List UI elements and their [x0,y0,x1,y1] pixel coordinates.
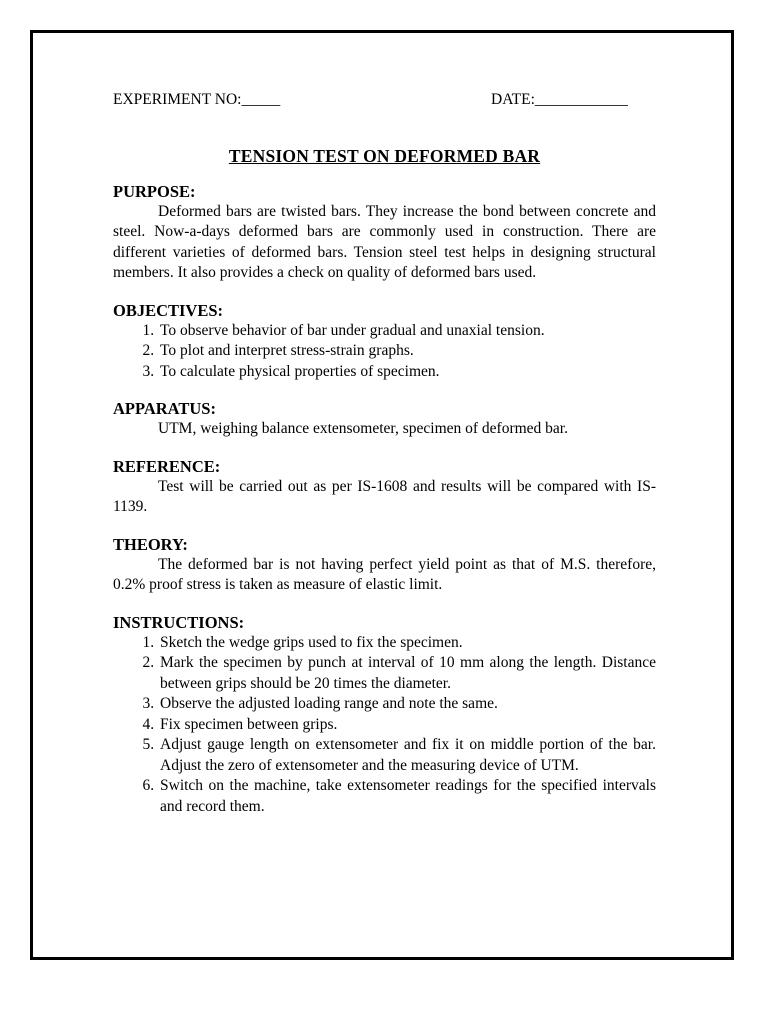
apparatus-text: UTM, weighing balance extensometer, specimen of deformed bar. [158,420,568,437]
list-item: 3. To calculate physical properties of specimen. [158,362,656,383]
list-item: 2. Mark the specimen by punch at interval of 10 mm along the length. Distance between grips should be 20 times the diameter. [158,653,656,694]
apparatus-heading: APPARATUS: [113,399,216,418]
reference-heading: REFERENCE: [113,456,221,476]
list-item: 3. Observe the adjusted loading range and note the same. [158,694,656,715]
theory-text: The deformed bar is not having perfect yield point as that of M.S. therefore, 0.2% proof stress is taken as measure of elastic limit. [113,555,656,593]
objectives-list [113,321,656,383]
list-item: 2. To plot and interpret stress-strain graphs. [158,341,656,362]
header-row [113,88,656,110]
instructions-list [113,633,656,818]
list-item: 4. Fix specimen between grips. [158,715,656,736]
purpose-heading: PURPOSE: [113,181,196,201]
instructions-heading: INSTRUCTIONS: [113,612,245,632]
theory-heading: THEORY: [113,534,188,554]
list-item: 6. Switch on the machine, take extensometer readings for the specified intervals and record them. [158,776,656,817]
date-field: DATE:____________ [491,91,628,108]
purpose-text: Deformed bars are twisted bars. They increase the bond between concrete and steel. Now-a-days deformed bars are commonly used in construction. There are different varieties of deformed bars. Tension steel test helps in designing structural members. It also provides a check on quality of deformed bars used. [113,202,656,281]
experiment-number: EXPERIMENT NO:_____ [113,91,281,108]
list-item: 1. Sketch the wedge grips used to fix the specimen. [158,633,656,654]
reference-text: Test will be carried out as per IS-1608 and results will be compared with IS-1139. [113,477,656,515]
document-body [113,88,656,817]
list-item: 1. To observe behavior of bar under gradual and unaxial tension. [158,321,656,342]
objectives-heading: OBJECTIVES: [113,300,224,320]
document-title: TENSION TEST ON DEFORMED BAR [228,146,541,166]
list-item: 5. Adjust gauge length on extensometer and fix it on middle portion of the bar. Adjust the zero of extensometer and the measuring device of UTM. [158,735,656,776]
